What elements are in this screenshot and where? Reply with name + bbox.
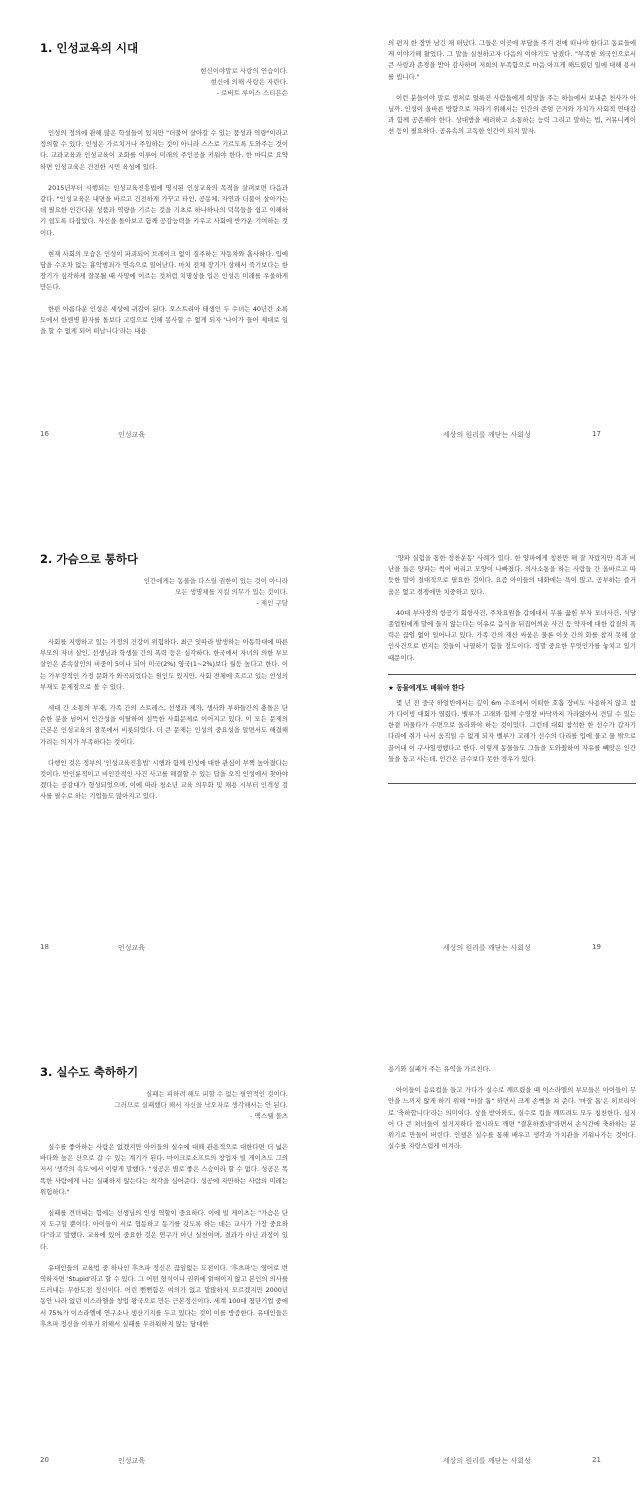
epigraph-line: 그러므로 실패했다 해서 자신을 낙오자로 생각해서는 안 된다.	[114, 1101, 288, 1109]
body-text	[388, 553, 636, 784]
running-title: 세상의 원리를 깨닫는 사회성	[443, 944, 531, 952]
sidebar-box	[388, 674, 636, 784]
paragraph: 의 편지 한 장만 남긴 채 떠났다. 그들은 이곳에 부담을 주기 전에 떠나야 한다고 동료들에게 이야기해 왔었다. 그 말을 실천하고자 다음의 이야기도 남겼다. "부족한 외국인으로서 큰 사랑과 존경을 받아 감사하며 저희의 부족함으로 마음 아프게 해드렸던 일에 대해 용서를 빕니다."	[388, 39, 636, 81]
chapter-title: 2. 가슴으로 통하다	[40, 552, 139, 566]
body-text	[40, 1142, 288, 1340]
paragraph: 다행인 것은 정부의 '인성교육진흥법' 시행과 함께 인성에 대한 관심이 부쩍 높아졌다는 것이다. 반인륜적이고 비인간적인 사건 사고를 해결할 수 있는 답을 오직 인성에서 찾아야겠다는 공감대가 형성되었으며, 이에 따라 청소년 교육 의무화 및 채용 시부터 인격성 검사를 필수로 하는 기업들도 많아지고 있다.	[40, 758, 288, 801]
paragraph: 사회를 지탱하고 있는 가정의 건강이 위험하다. 최근 잇따라 발생하는 아동학대에 따른 부모의 자녀 살인, 선생님과 학생들 간의 폭력 등은 심각하다. 한국에서 자녀의 의한 부모 살인은 존속살인의 비중이 5이나 되어 미국(2%) 영국(1~2%)보다 월등 높다고 한다. 이는 가부장적인 가정 문화가 와곡되었다는 원인도 있지만, 사회 전체에 흐르고 있는 인성의 부재도 문제점으로 볼 수 있다.	[40, 638, 288, 691]
epigraph-line: 모든 생명체를 지킬 의무가 있는 것이다.	[175, 588, 288, 596]
body-text	[40, 128, 288, 347]
epigraph-line: 인간에게는 동물을 다스릴 권한이 있는 것이 아니라	[143, 577, 288, 585]
sidebar-box-heading: ★ 동물에게도 배워야 한다	[388, 674, 636, 692]
paragraph: 용기와 실패가 주는 유익을 가르친다.	[388, 1065, 491, 1073]
paragraph: 2015년부터 시행되는 인성교육진흥법에 명시된 인성교육의 목적을 살펴보면 다음과 같다. "인성교육은 내면을 바르고 건전하게 가꾸고 타인, 공동체, 자연과 더불어 살아가는 데 필요한 인간다운 성품과 역량을 기르는 것을 기초로 하나하나의 덕목들을 쉽고 이해하기 쉽도록 다잡았다. 자신을 돌아보고 함께 공감능력을 키우고 사회에 반가운 기여하는 것이다.	[40, 183, 288, 237]
chapter-title: 1. 인성교육의 시대	[40, 41, 139, 55]
paragraph: 현재 사회의 모습은 인성이 파괴되어 브레이크 없이 질주하는 자동차와 흡사하다. 입에 담을 수조차 없는 흉악범죄가 연속으로 일어난다. 마치 전체 장기가 상해서 죽기보다는 한 장기가 심각하게 잘못될 때 사망에 이르는 것처럼 치명상을 입은 인성은 미래를 우울하게 만든다.	[40, 249, 288, 292]
page-number: 16	[40, 430, 49, 438]
epigraph-author: - 제인 구달	[256, 599, 288, 607]
paragraph: 아이들이 음료컵을 들고 가다가 실수로 깨뜨렸을 때 이스라엘의 부모들은 아이들이 무안을 느끼지 않게 하기 위해 "마잘 톱" 하면서 크게 손뼉을 쳐 준다. '마잘 톱'은 히브리어로 '축하합니다'라는 의미이다. 상을 받아와도, 실수로 컵을 깨뜨려도 모두 칭찬한다. 심지어 다 큰 처녀들이 설거지하다 접시라도 깨면 "결혼하겠네"라면서 손식간에 축하하는 분위기로 만들어 버린다. 인생은 실수를 통해 배우고 생각과 가치관을 키워나가는 것이다. 실수를 자랑스럽게 여겨라.	[388, 1086, 636, 1151]
epigraph	[58, 1089, 288, 1122]
spread-pages-16-17	[0, 0, 640, 470]
page-number: 17	[592, 430, 601, 438]
sidebar-box-text: 몇 년 전 중국 하얼빈에서는 깊이 6m 수조에서 어떠한 호흡 장비도 사용하지 않고 참가 다이빙 대회가 열렸다. 벨루가 고래와 함께 수영장 바닥까지 가라앉아서 견딜 수 있는 한곁 머물다가 수면으로 올라와야 하는 것이었다. 그런데 대회 참석한 한 선수가 갑자기 다리에 쥐가 나서 움직일 수 없게 되자 벨루가 고래가 선수의 다리를 입에 물고 물 밖으로 끌어내 이 구사일생했다고 한다. 이렇게 동물들도 그들을 도와줬하여 자유를 빼앗은 인간들을 돕고 사는데, 인간은 금수보다 못한 경우가 있다.	[388, 698, 636, 763]
paragraph: 세대 간 소통의 부재, 가족 간의 스트레스, 선생과 제자, 생사와 부하들간의 충돌은 단순한 분을 넘어서 인간성을 이탈하여 섬뜩한 사회문제로 이어지고 있다. 이 모든 문제의 근본은 인성교육의 잘못에서 비롯되었다. 더 큰 문제는 인성의 중요성을 알면서도 해결해가려는 의지가 부족하다는 것이다.	[40, 704, 288, 746]
epigraph-author: - 맥스웰 몰츠	[250, 1112, 288, 1120]
paragraph: '양파 실험을 통한 정찬운동' 사례가 있다. 한 양파에게 칭찬만 해 잘 자랐지만 욕과 비난을 들은 양파는 썩어 버리고 모양이 나빠졌다. 의사소통을 하는 사람들 간 올바르고 따듯한 말이 절대적으로 필요한 것이다. 요즘 아이들의 대화에는 욕이 많고, 공부하는 즐거움은 없고 경쟁에만 치중하고 있다.	[388, 554, 636, 596]
page-number: 19	[592, 943, 601, 951]
paragraph: 실수를 좋아하는 사람은 없겠지만 아이들의 실수에 대해 관용적으로 대한다면 더 넓은 바다와 높은 산으로 갈 수 있는 계기가 된다. 마이크로소프트의 창업자 빌 게이츠도 그의 저서 '생각의 속도'에서 이렇게 말했다. "성공은 별로 좋은 스승이라 할 수 없다. 성공은 똑똑한 사람에게 나는 실패하지 않는다는 착각을 심어준다. 성공에 자만하는 사람의 미래는 위험하다."	[40, 1143, 288, 1196]
body-text	[388, 38, 636, 148]
running-title: 세상의 원리를 깨닫는 사회성	[443, 1457, 531, 1465]
page-number: 20	[40, 1456, 49, 1464]
paragraph: 40대 부사장의 항공기 회항사건, 주차요원을 갑에대서 무릎 꿇힌 부자 모녀사건, 식당 종업원에게 말에 들지 않는다는 이유로 음식을 뒤집어씌운 사건 등 약자에 대한 갑질의 폭력은 끊임 없이 일어나고 있다. 가족 간의 재산 싸움은 물론 이웃 간의 화를 참지 못해 살인사건으로 번지는 것들이 나열하기 힘들 정도이다. 정말 중요한 무엇인가를 놓치고 있기 때문이다.	[388, 608, 636, 662]
epigraph-line: 현신에 의해 사랑은 자란다.	[210, 78, 288, 86]
running-title: 인성교육	[118, 431, 146, 439]
body-text	[388, 1064, 636, 1162]
epigraph-line: 실패는 피하려 해도 피할 수 없는 필연적인 것이다.	[145, 1090, 288, 1098]
epigraph-line: 현신이야말로 사랑의 연습이다.	[200, 67, 288, 75]
page-number: 21	[592, 1456, 601, 1464]
spread-pages-18-19	[0, 513, 640, 983]
epigraph-author: - 로버트 루이스 스티븐슨	[216, 89, 288, 97]
paragraph: 한편 아름다운 인성은 세상에 귀감이 된다. 오스트리아 태생인 두 수녀는 40년간 소록도에서 한센병 환자를 돌보다 고령으로 인해 봉사할 수 없게 되자 '나이가 들어 제대로 일을 할 수 없게 되어 떠납니다'라는 내용	[40, 304, 288, 336]
spread-pages-20-21	[0, 1026, 640, 1496]
paragraph: 유대인들의 교육법 중 하나인 후츠파 정신은 끊임없는 도전이다. '후츠파'는 영어로 번역하자면 'Stupid'라고 할 수 있다. 그 어떤 형식이나 권위에 얽매이지 않고 본인의 의사를 드러내는 무한도전 정신이다. 어린 뻔뻔함은 여의가 없고 말많하지 모르겠지만 2000년 동안 나라 없던 이스라엘을 창업 왕국으로 만든 근본정신이다. 세계 100대 첨단기업 중에서 75%가 이스라엘에 연구소나 생산기지를 두고 있다는 것이 이를 방증한다. 유대인들은 후츠파 정신을 이루기 위해서 실패를 두려워하지 않는 담대한	[40, 1263, 288, 1328]
page-number: 18	[40, 943, 49, 951]
running-title: 인성교육	[118, 1457, 146, 1465]
chapter-title: 3. 실수도 축하하기	[40, 1065, 139, 1079]
paragraph: 실패를 견뎌내는 힘에는 선생님의 인성 역할이 중요하다. 이에 빌 게이츠는 "가슴은 단지 도구일 뿐이다. 아이들이 서로 협동하고 동기를 갖도록 하는 데는 교사가 가장 중요하다"라고 말했다. 교육에 있어 중요한 것은 연구가 아닌 실천이며, 결과가 아닌 과정이 있다.	[40, 1209, 288, 1251]
body-text	[40, 637, 288, 813]
running-title: 인성교육	[118, 944, 146, 952]
paragraph: 이런 분들이야 말로 생처로 얼룩진 사람들에게 희망을 주는 하늘에서 보내준 천사가 아닐까. 인성이 올바른 방향으로 자라기 위해서는 인간의 존엄 근거와 가치가 사회적 연대감과 함께 공존해야 한다. 상대방을 배려하고 소통하는 능력 그리고 말하는 법, 커뮤니케이션 등이 필요하다. 공유속의 고독한 인간이 되지 말자.	[388, 93, 636, 136]
epigraph	[58, 576, 288, 609]
epigraph	[58, 66, 288, 99]
paragraph: 인성의 정의에 관해 많은 학설들이 있지만 "더불어 살아갈 수 있는 품성과 역량"이라고 정의할 수 있다. 인성은 가르치거나 주입하는 것이 아니라 스스로 기르도록 도와주는 것이다. 교과교육과 인성교육이 조화를 이루어 미래의 주인공을 키워야 한다. 한 마디로 요약하면 인성교육은 건전한 시민 육성에 있다.	[40, 129, 288, 171]
running-title: 세상의 원리를 깨닫는 사회성	[443, 431, 531, 439]
